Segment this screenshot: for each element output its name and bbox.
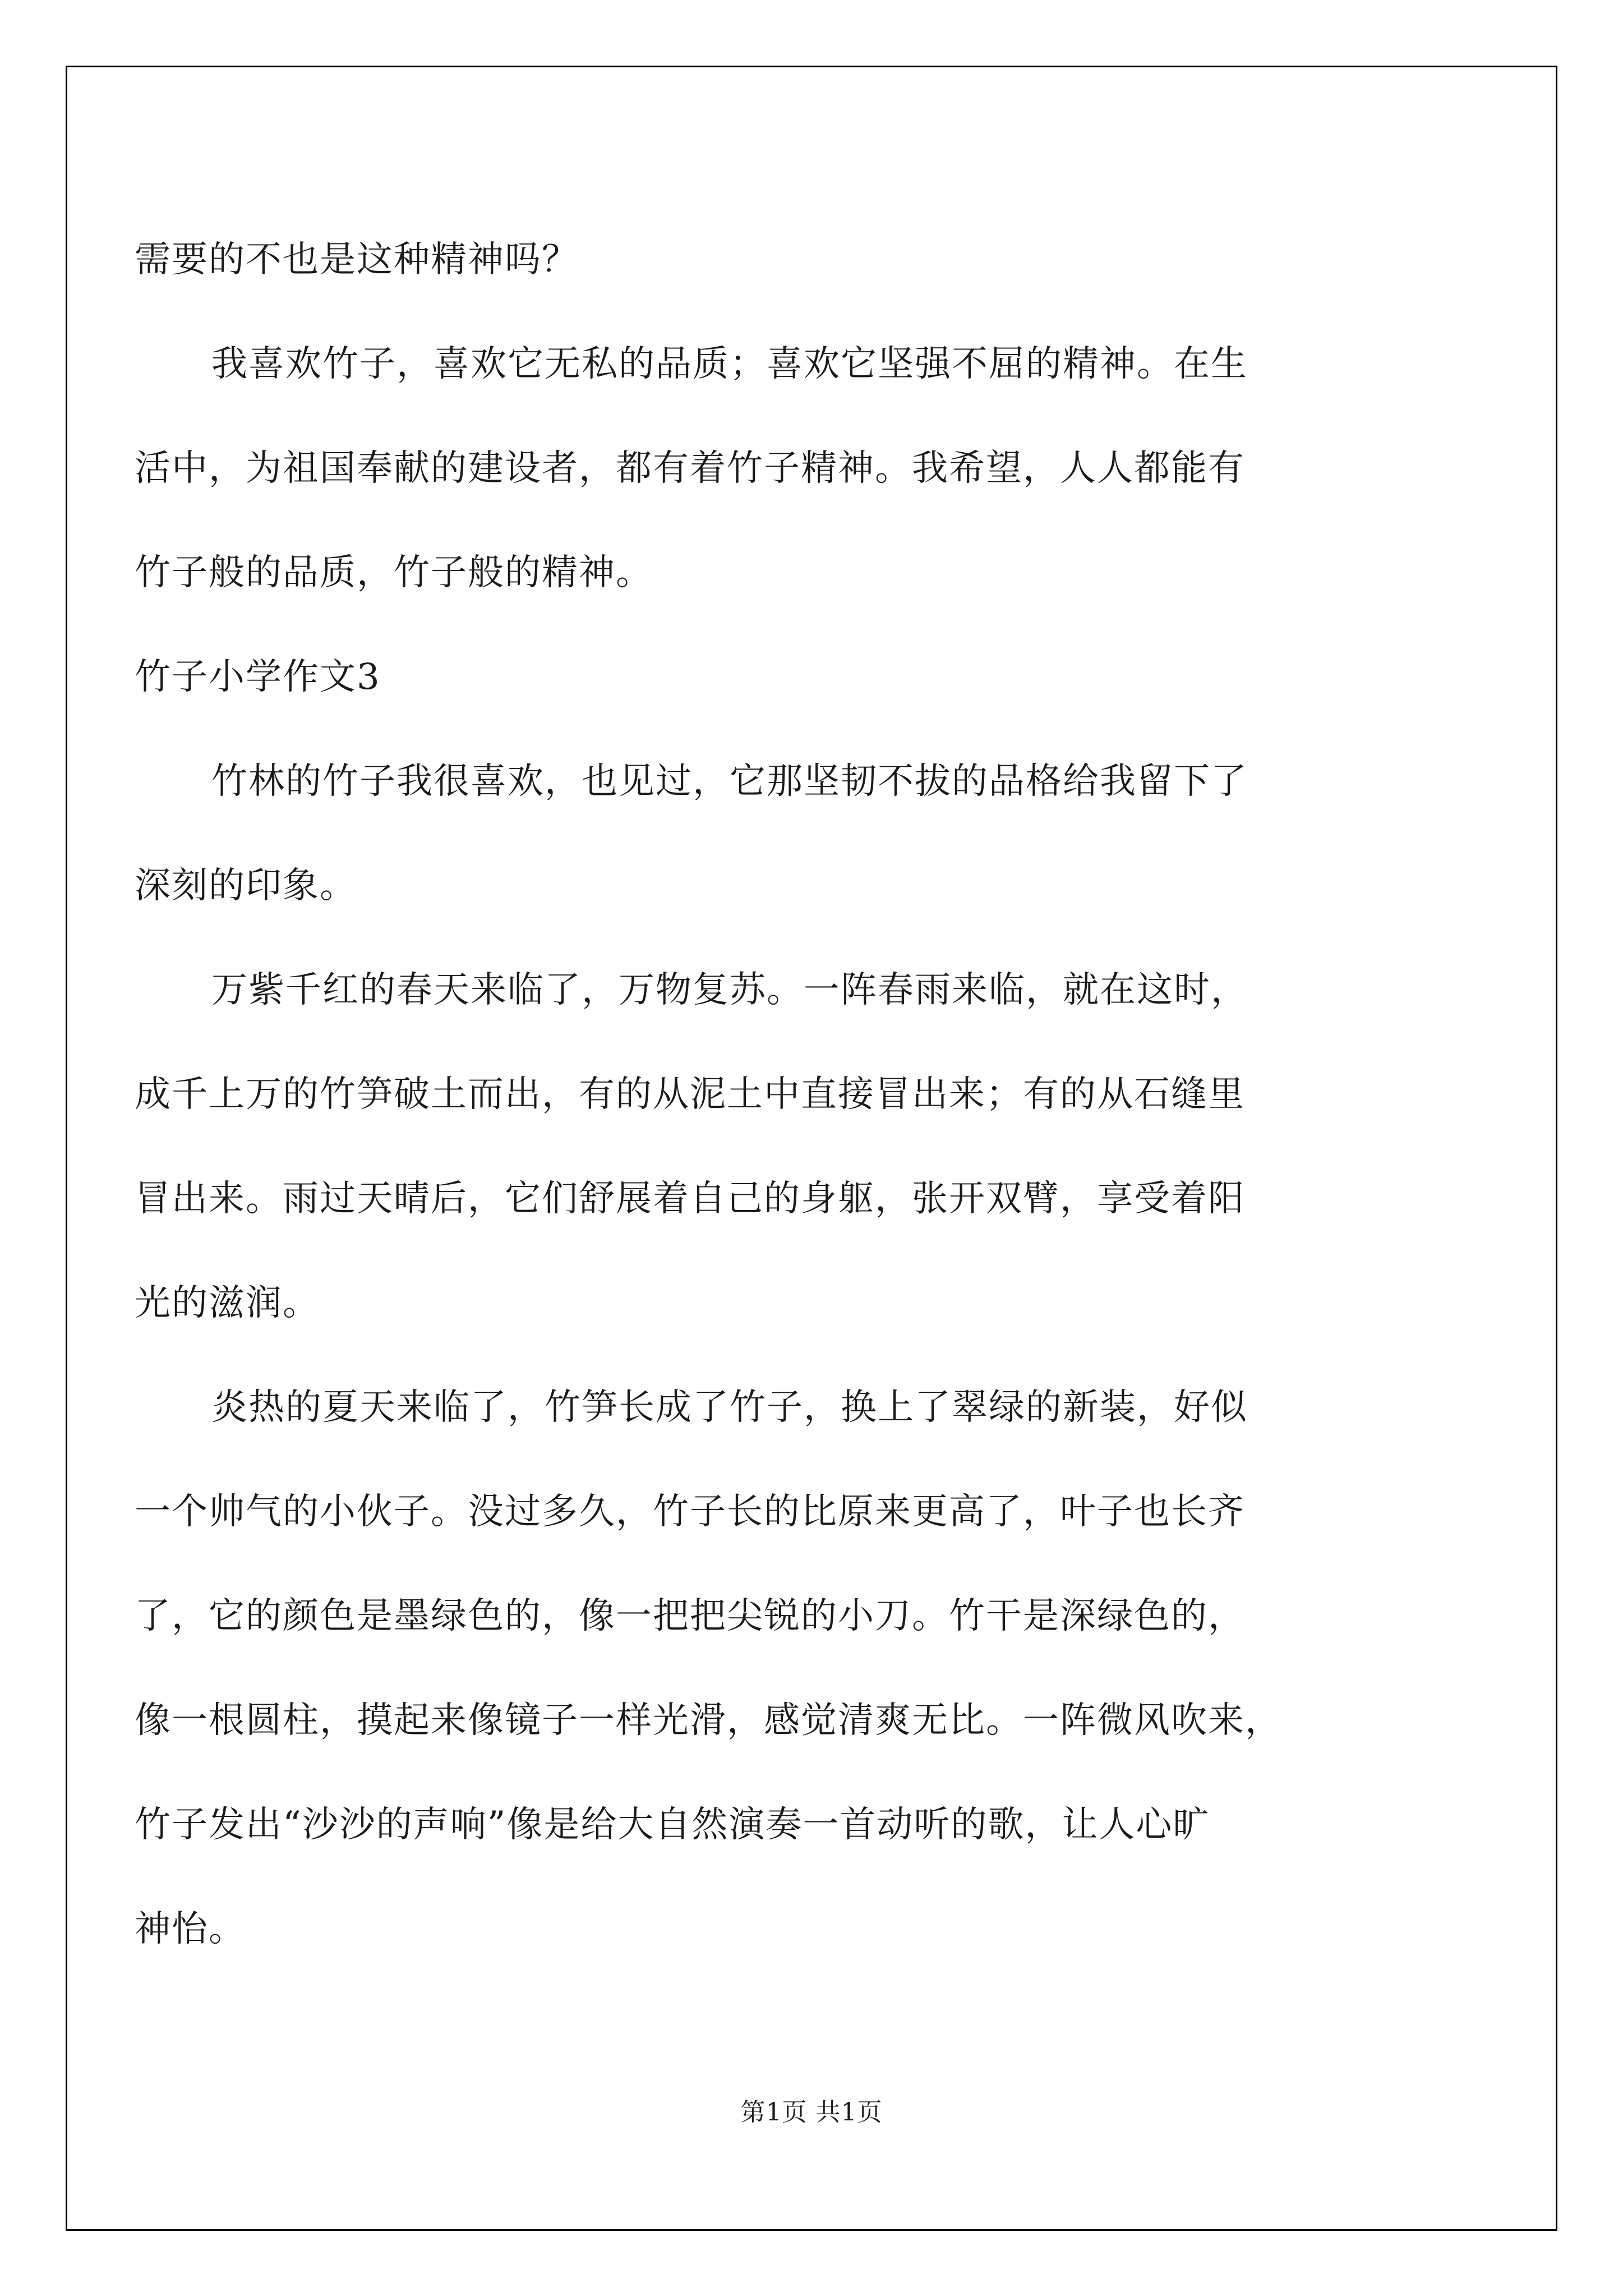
text-line: 活中，为祖国奉献的建设者，都有着竹子精神。我希望，人人都能有 [135, 448, 1245, 489]
section-heading: 竹子小学作文3 [135, 656, 381, 698]
text-line: 一个帅气的小伙子。没过多久，竹子长的比原来更高了，叶子也长齐 [135, 1491, 1245, 1533]
text-line: 万紫千红的春天来临了，万物复苏。一阵春雨来临，就在这时， [211, 969, 1248, 1011]
text-line: 成千上万的竹笋破土而出，有的从泥土中直接冒出来；有的从石缝里 [135, 1074, 1245, 1115]
text-line: 神怡。 [135, 1908, 246, 1950]
text-line: 了，它的颜色是墨绿色的，像一把把尖锐的小刀。竹干是深绿色的， [135, 1595, 1245, 1637]
document-body [135, 208, 1441, 1981]
text-line: 冒出来。雨过天晴后，它们舒展着自己的身躯，张开双臂，享受着阳 [135, 1178, 1245, 1220]
text-line: 炎热的夏天来临了，竹笋长成了竹子，换上了翠绿的新装，好似 [211, 1387, 1248, 1428]
text-line: 需要的不也是这种精神吗？ [135, 239, 579, 280]
page-number-footer: 第1页 共1页 [740, 2098, 883, 2127]
text-line: 竹子般的品质，竹子般的精神。 [135, 552, 653, 593]
text-line: 深刻的印象。 [135, 865, 357, 907]
text-line: 像一根圆柱，摸起来像镜子一样光滑，感觉清爽无比。一阵微风吹来， [135, 1700, 1282, 1741]
text-line: 光的滋润。 [135, 1282, 320, 1324]
text-line: 竹林的竹子我很喜欢，也见过，它那坚韧不拔的品格给我留下了 [211, 761, 1248, 802]
text-line: 我喜欢竹子，喜欢它无私的品质；喜欢它坚强不屈的精神。在生 [211, 343, 1248, 385]
text-line: 竹子发出“沙沙的声响”像是给大自然演奏一首动听的歌，让人心旷 [135, 1804, 1210, 1846]
